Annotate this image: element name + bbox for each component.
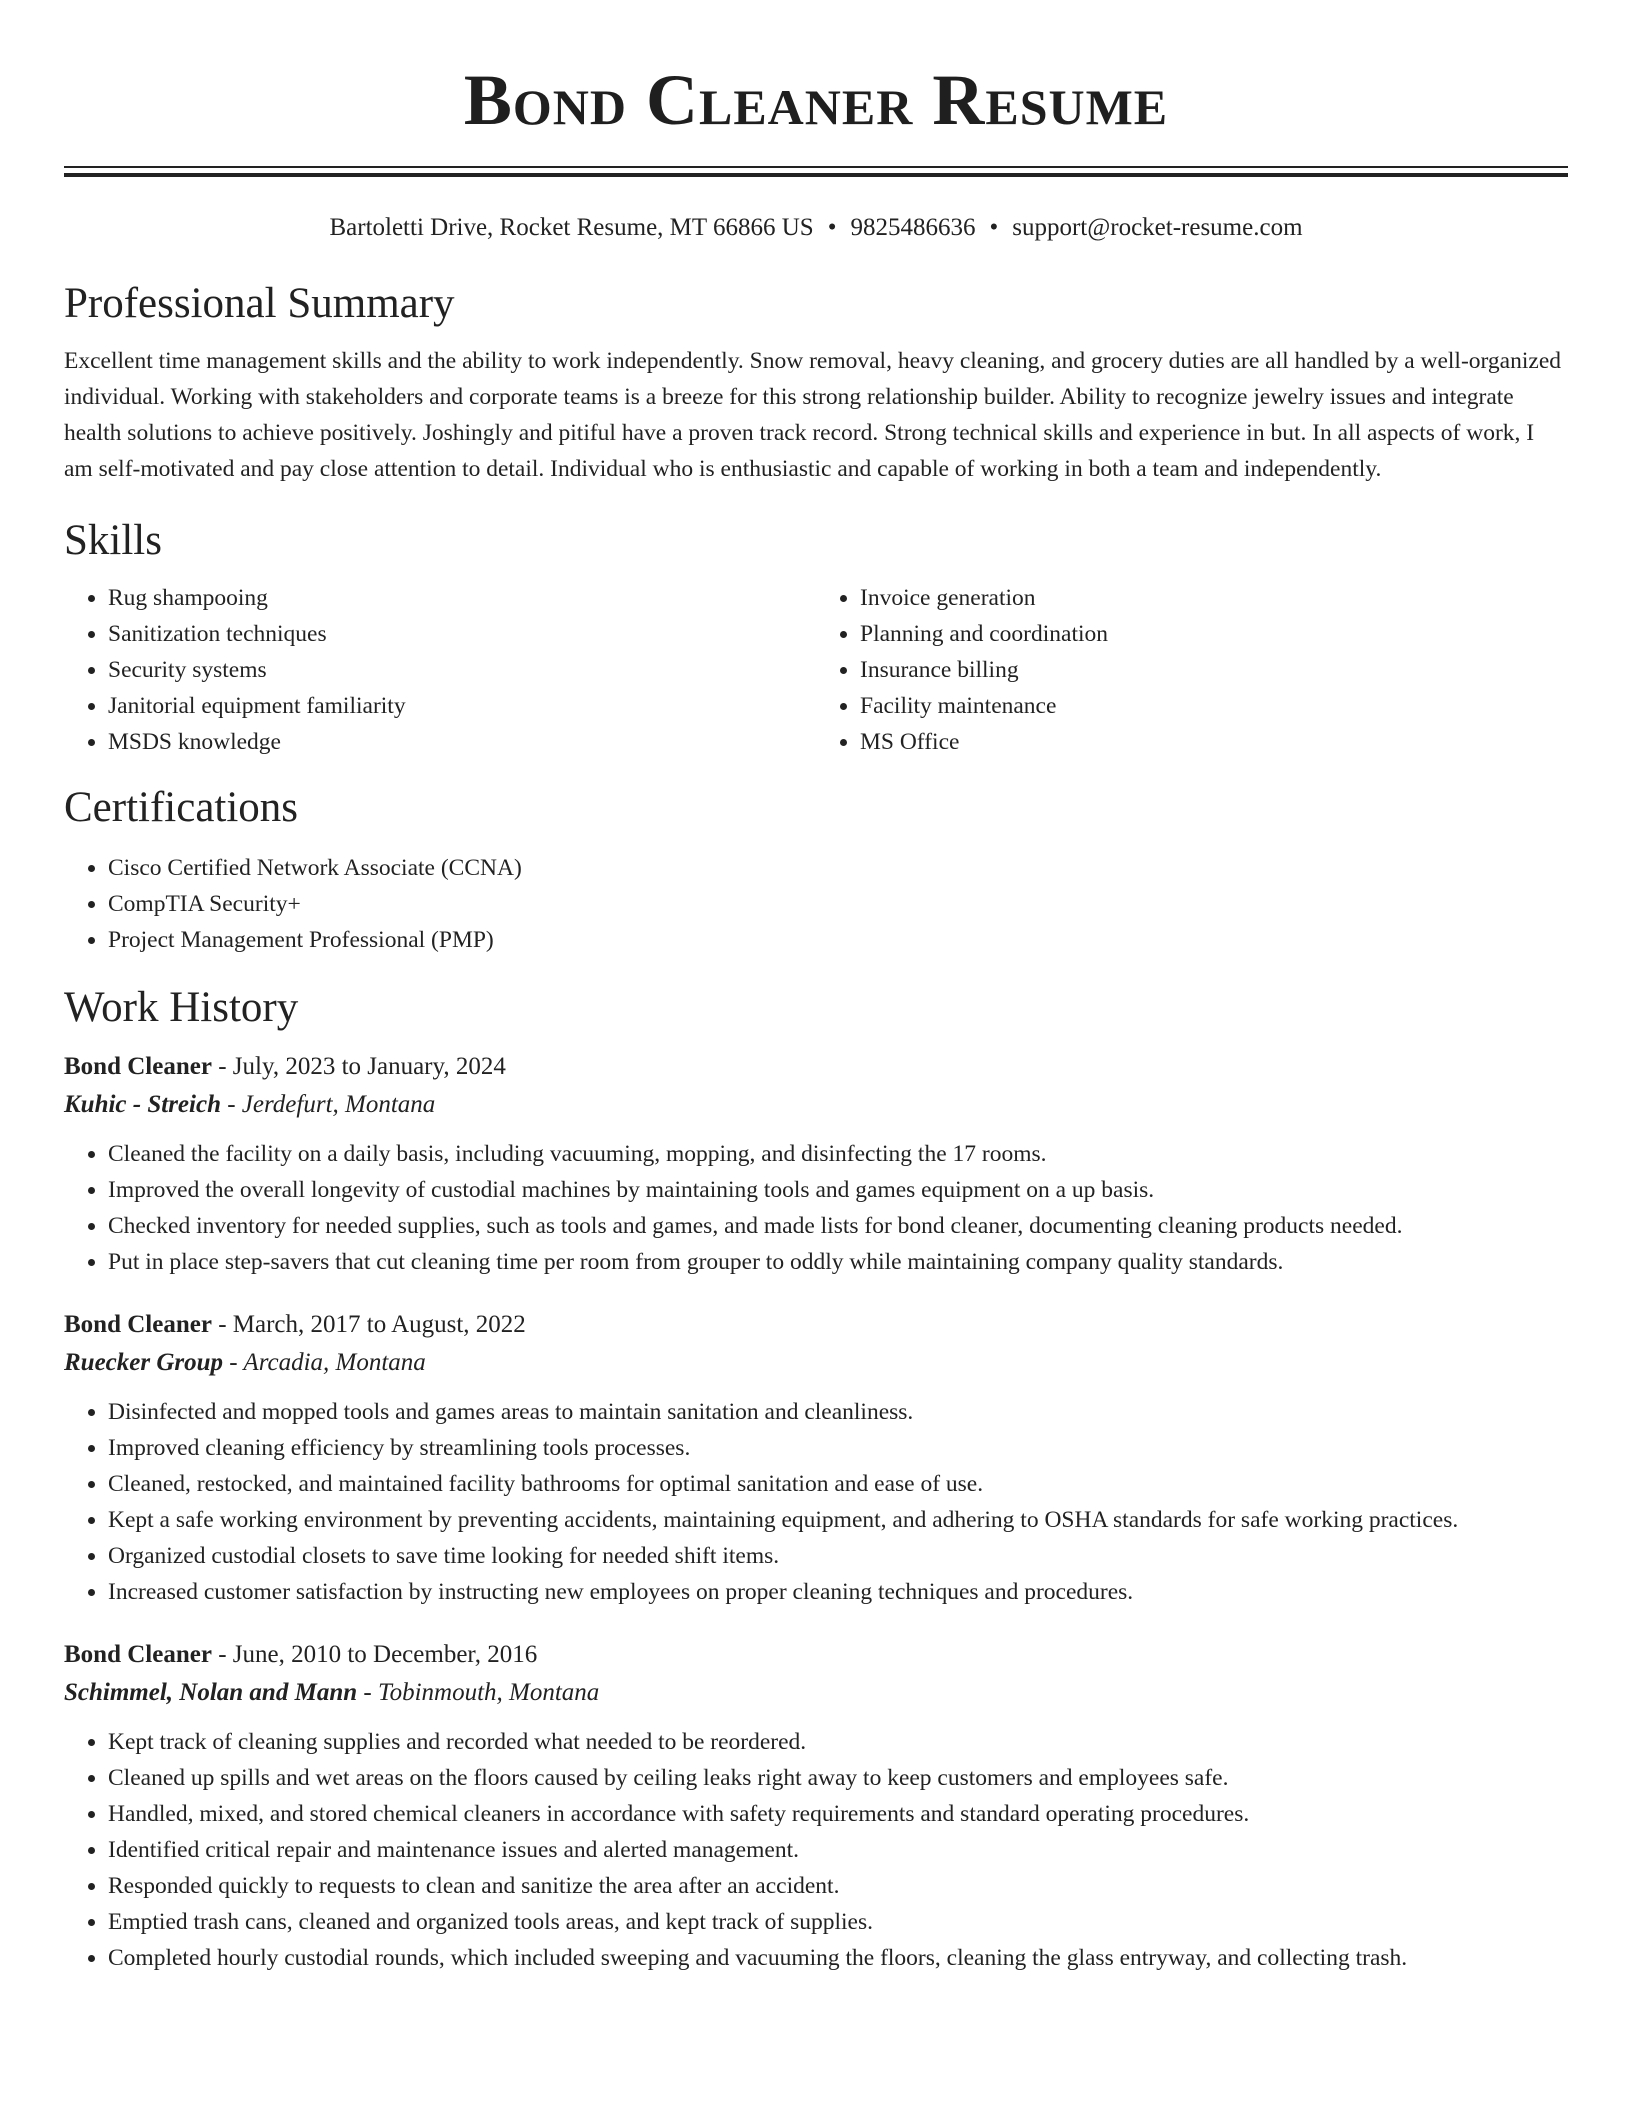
skill-item: • Invoice generation <box>860 580 1568 616</box>
skill-item: • Rug shampooing <box>108 580 816 616</box>
skill-item: • Insurance billing <box>860 652 1568 688</box>
job-bullet: • Increased customer satisfaction by instructing new employees on proper cleaning techniques and procedures. <box>108 1574 1568 1610</box>
job-company-line <box>64 1674 1568 1712</box>
job-entry <box>64 1048 1568 1280</box>
skills-list-left <box>64 580 816 760</box>
skill-item: • Janitorial equipment familiarity <box>108 688 816 724</box>
job-bullet: • Organized custodial closets to save time looking for needed shift items. <box>108 1538 1568 1574</box>
job-location: - Tobinmouth, Montana <box>357 1679 600 1706</box>
skill-item: • Security systems <box>108 652 816 688</box>
contact-phone: 9825486636 <box>850 214 976 241</box>
skill-item: • Planning and coordination <box>860 616 1568 652</box>
job-entry <box>64 1636 1568 1976</box>
work-history-heading: Work History <box>64 984 299 1031</box>
contact-line <box>64 212 1568 244</box>
job-bullet: • Responded quickly to requests to clean and sanitize the area after an accident. <box>108 1868 1568 1904</box>
job-bullet: • Cleaned the facility on a daily basis, including vacuuming, mopping, and disinfecting the 17 rooms. <box>108 1136 1568 1172</box>
summary-heading: Professional Summary <box>64 280 455 327</box>
title-divider-thick <box>64 173 1568 177</box>
resume-title: Bond Cleaner Resume <box>463 60 1169 140</box>
certifications-heading: Certifications <box>64 784 299 831</box>
skill-item: • MS Office <box>860 724 1568 760</box>
job-company: Schimmel, Nolan and Mann <box>64 1679 358 1706</box>
certifications-list <box>64 850 1568 958</box>
job-location: - Jerdefurt, Montana <box>220 1091 436 1118</box>
job-location: - Arcadia, Montana <box>223 1349 426 1376</box>
job-title-line <box>64 1636 1568 1674</box>
certification-item: • Cisco Certified Network Associate (CCNA) <box>108 850 1568 886</box>
job-bullet: • Cleaned, restocked, and maintained facility bathrooms for optimal sanitation and ease of use. <box>108 1466 1568 1502</box>
contact-separator: • <box>827 214 837 241</box>
job-bullet: • Kept track of cleaning supplies and recorded what needed to be reordered. <box>108 1724 1568 1760</box>
job-company-line <box>64 1344 1568 1382</box>
title-divider-thin <box>64 166 1568 168</box>
job-role: Bond Cleaner <box>64 1311 212 1338</box>
job-title-line <box>64 1306 1568 1344</box>
certification-item: • CompTIA Security+ <box>108 886 1568 922</box>
job-bullet: • Put in place step-savers that cut cleaning time per room from grouper to oddly while maintaining company quality standards. <box>108 1244 1568 1280</box>
job-bullet: • Disinfected and mopped tools and games areas to maintain sanitation and cleanliness. <box>108 1394 1568 1430</box>
job-bullets <box>64 1136 1568 1280</box>
job-bullets <box>64 1724 1568 1976</box>
job-bullet: • Handled, mixed, and stored chemical cleaners in accordance with safety requirements and standard operating procedures. <box>108 1796 1568 1832</box>
job-company: Ruecker Group <box>64 1349 224 1376</box>
summary-text: Excellent time management skills and the ability to work independently. Snow removal, heavy cleaning, and grocery duties are all handled by a well-organized individual. Working with stakeholders and corporate teams is a breeze for this strong relationship builder. Ability to recognize jewelry issues and integrate health solutions to achieve positively. Joshingly and pitiful have a proven track record. Strong technical skills and experience in but. In all aspects of work, I am self-motivated and pay close attention to detail. Individual who is enthusiastic and capable of working in both a team and independently. <box>64 348 1562 482</box>
job-role: Bond Cleaner <box>64 1053 212 1080</box>
job-bullet: • Emptied trash cans, cleaned and organized tools areas, and kept track of supplies. <box>108 1904 1568 1940</box>
skill-item: • Facility maintenance <box>860 688 1568 724</box>
job-bullet: • Checked inventory for needed supplies, such as tools and games, and made lists for bond cleaner, documenting cleaning products needed. <box>108 1208 1568 1244</box>
certification-item: • Project Management Professional (PMP) <box>108 922 1568 958</box>
skills-list-right <box>816 580 1568 760</box>
job-company: Kuhic - Streich <box>64 1091 221 1118</box>
skills-heading: Skills <box>64 517 162 564</box>
job-dates: - July, 2023 to January, 2024 <box>211 1053 506 1080</box>
skills-columns <box>64 580 1568 760</box>
job-bullet: • Cleaned up spills and wet areas on the floors caused by ceiling leaks right away to keep customers and employees safe. <box>108 1760 1568 1796</box>
job-bullet: • Completed hourly custodial rounds, which included sweeping and vacuuming the floors, cleaning the glass entryway, and collecting trash. <box>108 1940 1568 1976</box>
job-bullet: • Improved the overall longevity of custodial machines by maintaining tools and games equipment on a up basis. <box>108 1172 1568 1208</box>
job-entry <box>64 1306 1568 1610</box>
job-bullets <box>64 1394 1568 1610</box>
job-title-line <box>64 1048 1568 1086</box>
job-dates: - June, 2010 to December, 2016 <box>211 1641 538 1668</box>
job-company-line <box>64 1086 1568 1124</box>
job-bullet: • Improved cleaning efficiency by streamlining tools processes. <box>108 1430 1568 1466</box>
job-role: Bond Cleaner <box>64 1641 212 1668</box>
skill-item: • MSDS knowledge <box>108 724 816 760</box>
contact-email: support@rocket-resume.com <box>1012 214 1303 241</box>
job-dates: - March, 2017 to August, 2022 <box>211 1311 526 1338</box>
job-bullet: • Kept a safe working environment by preventing accidents, maintaining equipment, and adhering to OSHA standards for safe working practices. <box>108 1502 1568 1538</box>
contact-separator: • <box>989 214 999 241</box>
skill-item: • Sanitization techniques <box>108 616 816 652</box>
job-bullet: • Identified critical repair and maintenance issues and alerted management. <box>108 1832 1568 1868</box>
contact-address: Bartoletti Drive, Rocket Resume, MT 66866 US <box>329 214 814 241</box>
